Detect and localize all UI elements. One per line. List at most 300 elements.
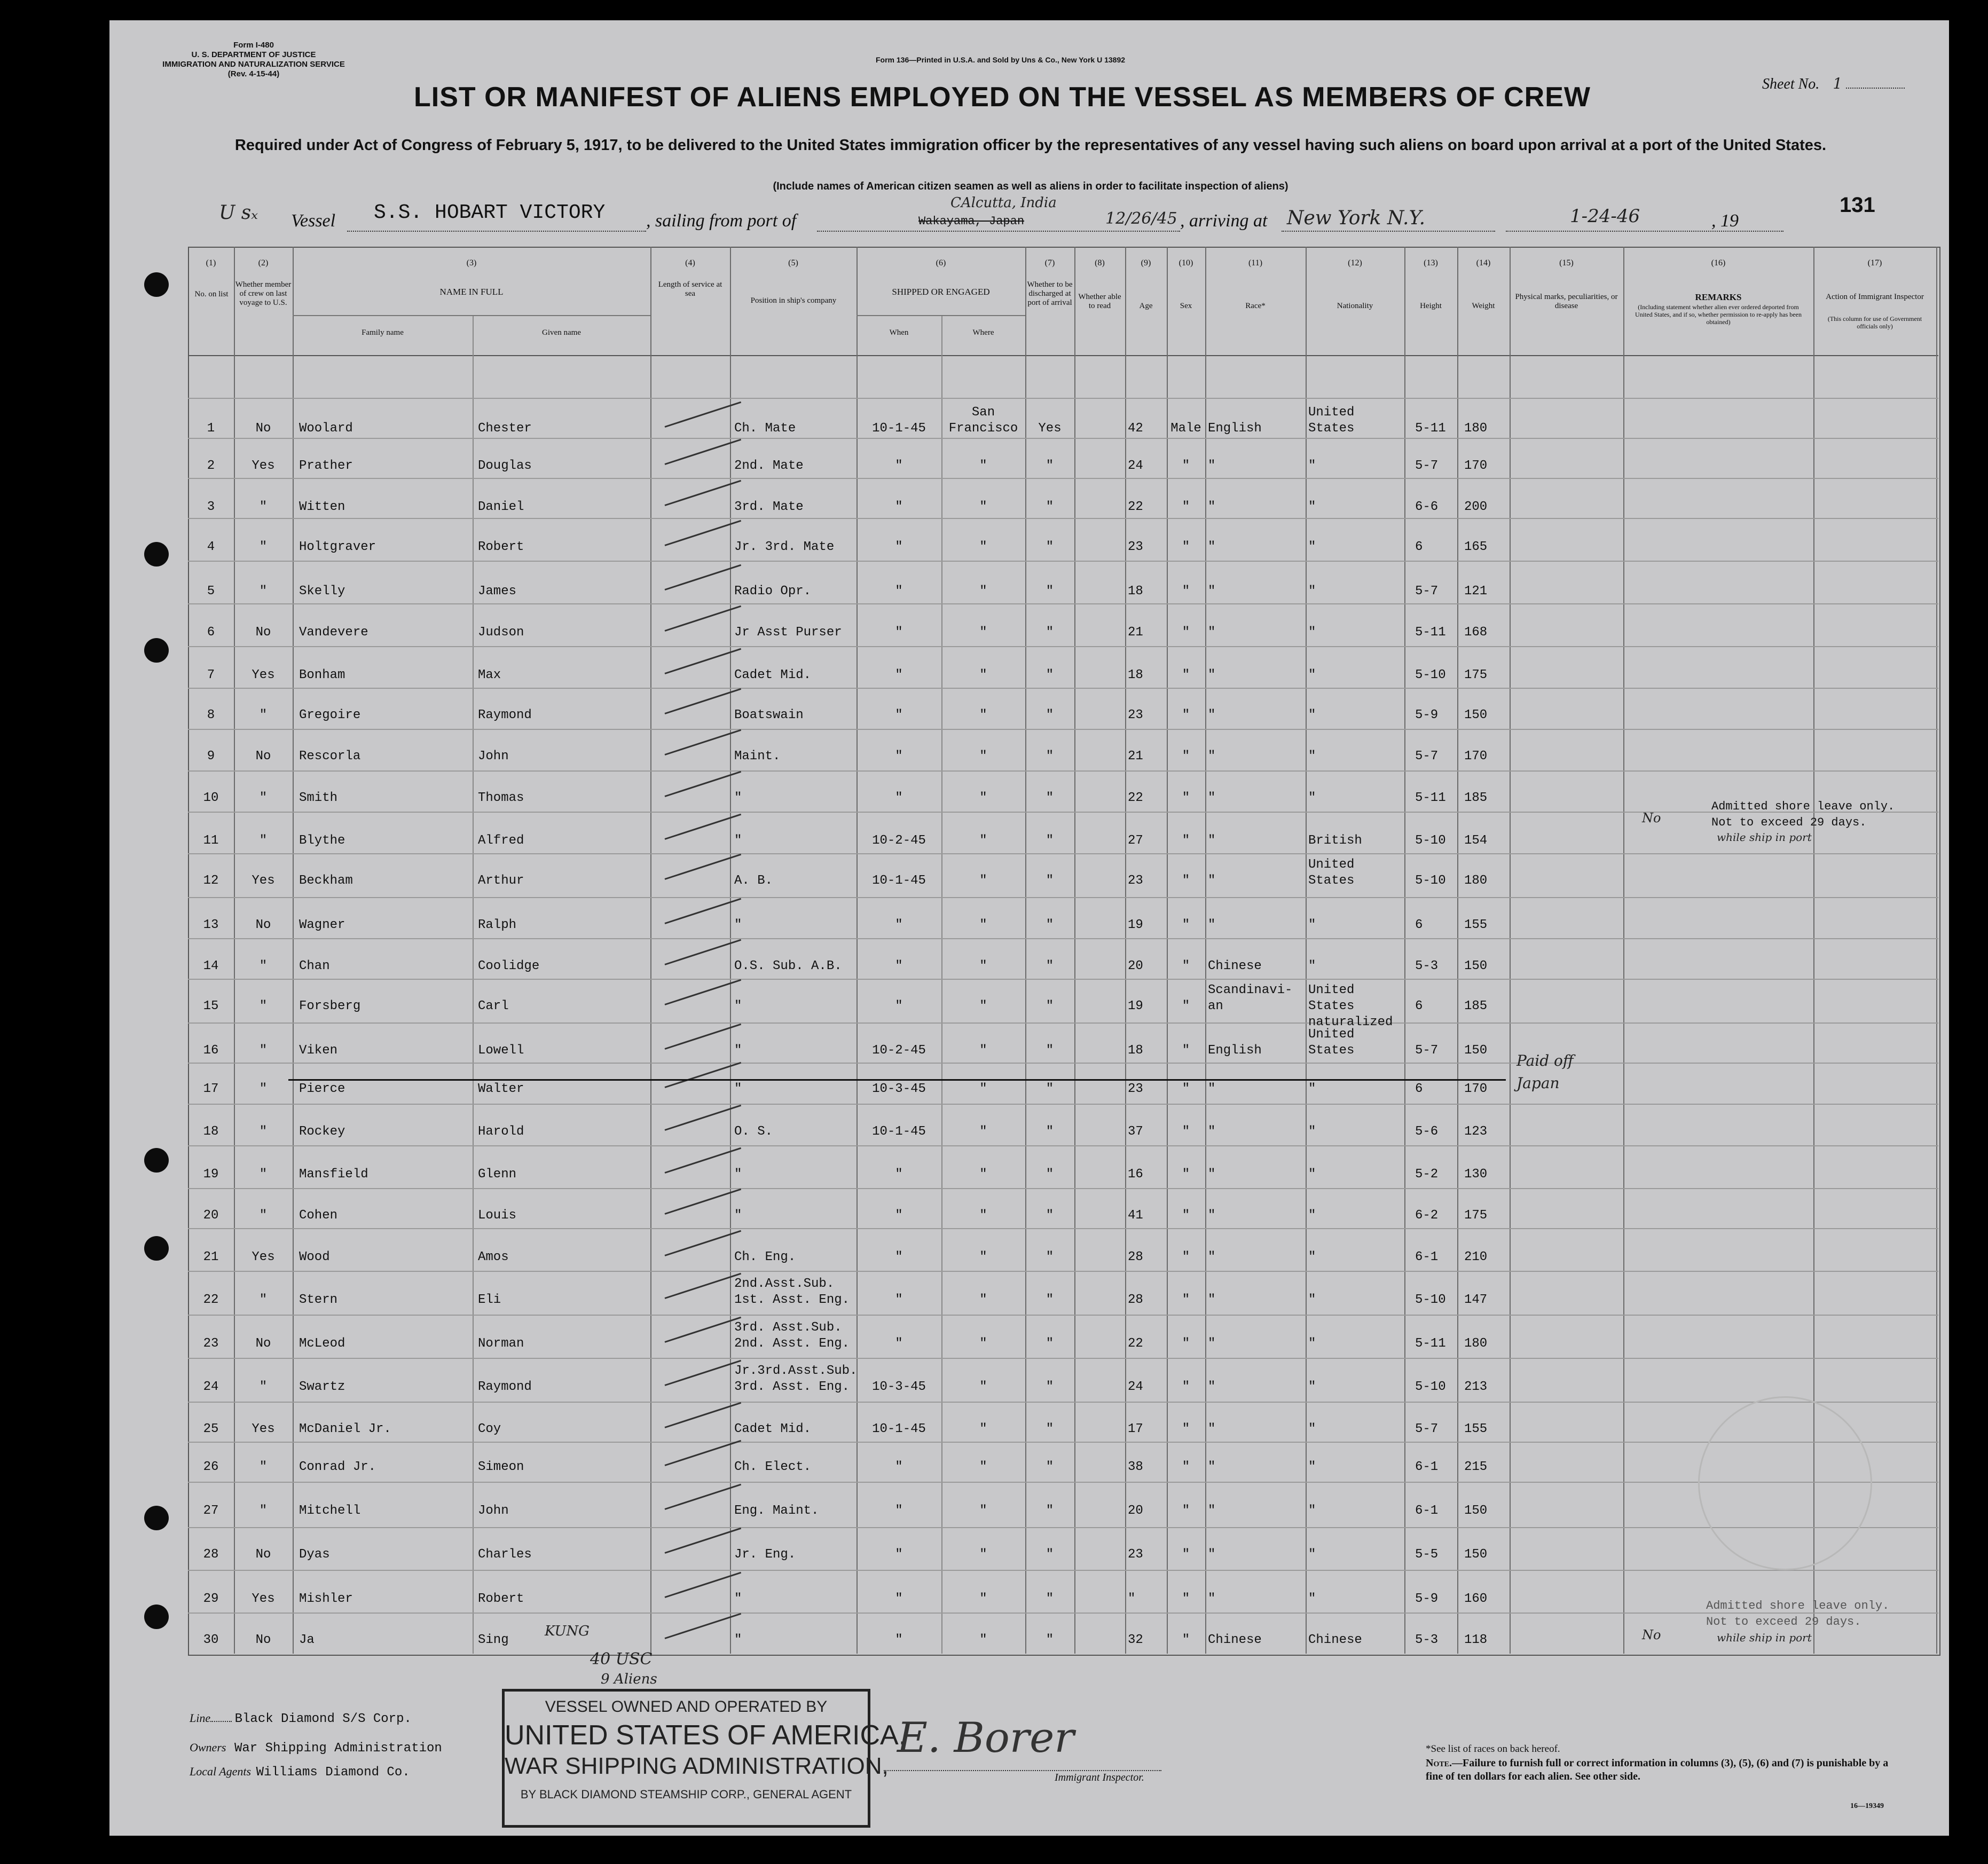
cell-family: McLeod (299, 1336, 345, 1351)
cell-family: Wagner (299, 918, 345, 932)
cell-when: " (895, 625, 903, 640)
cell-where: " (979, 1336, 987, 1351)
cell-family: Vandevere (299, 625, 368, 640)
cell-nat: " (1308, 1293, 1316, 1307)
remark-typed-30a: Admitted shore leave only. (1706, 1599, 1890, 1613)
races-note: *See list of races on back hereof. (1426, 1743, 1560, 1755)
cell-height: 5-11 (1415, 791, 1446, 805)
cell-prev: " (259, 584, 268, 599)
footer-owners (190, 1741, 442, 1756)
colnum-15: (15) (1559, 258, 1574, 268)
cell-no: 10 (203, 791, 219, 805)
cell-age: 22 (1128, 791, 1143, 805)
cell-position: " (734, 1633, 742, 1647)
cell-given: Norman (478, 1336, 524, 1351)
cell-weight: 118 (1464, 1633, 1488, 1647)
colnum-8: (8) (1095, 258, 1105, 268)
cell-height: 5-7 (1415, 1043, 1439, 1058)
cell-position: 2nd. Mate (734, 459, 804, 473)
cell-race: " (1208, 540, 1216, 554)
cell-height: 6 (1415, 918, 1423, 932)
cell-sex: " (1182, 749, 1190, 764)
stamp-line-2: UNITED STATES OF AMERICA, (505, 1720, 907, 1751)
cell-sex: " (1182, 1167, 1190, 1182)
header-divider (188, 355, 1938, 356)
cell-position: Boatswain (734, 708, 804, 722)
cell-position: Eng. Maint. (734, 1504, 819, 1518)
cell-where: " (979, 1043, 987, 1058)
vessel-label: Vessel (291, 211, 336, 231)
cell-family: Chan (299, 959, 330, 973)
cell-age: 18 (1128, 668, 1143, 682)
cell-weight: 180 (1464, 1336, 1488, 1351)
col-header-remarks-sub: (Including statement whether alien ever ordered deported from United States, and if so, whether permission to re-apply has been obtained) (1635, 303, 1802, 326)
cell-when: 10-1-45 (872, 874, 926, 888)
cell-race: " (1208, 1380, 1216, 1394)
cell-when: " (895, 1293, 903, 1307)
cell-where: " (979, 1460, 987, 1474)
cell-prev: " (259, 1460, 268, 1474)
cell-sex: " (1182, 918, 1190, 932)
cell-sex: " (1182, 833, 1190, 848)
cell-disch: " (1046, 1547, 1054, 1562)
cell-weight: 147 (1464, 1293, 1488, 1307)
include-note: (Include names of American citizen seamen as well as aliens in order to facilitate inspection of aliens) (773, 180, 1288, 192)
cell-position: A. B. (734, 874, 773, 888)
cell-weight: 165 (1464, 540, 1488, 554)
cell-given: Robert (478, 1592, 524, 1606)
cell-prev: No (255, 749, 271, 764)
cell-given: Simeon (478, 1460, 524, 1474)
cell-no: 6 (207, 625, 215, 640)
cell-height: 6-6 (1415, 500, 1439, 514)
col-header-sex: Sex (1180, 302, 1192, 310)
cell-no: 29 (203, 1592, 219, 1606)
cell-nat: " (1308, 1504, 1316, 1518)
cell-given: Carl (478, 999, 509, 1013)
cell-sex: " (1182, 1336, 1190, 1351)
remark-hand-11: while ship in port (1717, 831, 1812, 844)
cell-disch: " (1046, 1633, 1054, 1647)
kung-note: KUNG (545, 1623, 590, 1639)
cell-disch: " (1046, 1380, 1054, 1394)
colnum-12: (12) (1348, 258, 1362, 268)
colnum-4: (4) (685, 258, 695, 268)
cell-race: " (1208, 833, 1216, 848)
cell-given: Max (478, 668, 501, 682)
cell-disch: " (1046, 1592, 1054, 1606)
col-header-service: Length of service at sea (658, 280, 722, 298)
cell-given: Charles (478, 1547, 532, 1562)
cell-where: " (979, 1380, 987, 1394)
row-rule (188, 1104, 1938, 1105)
cell-when: " (895, 459, 903, 473)
cell-where: " (979, 1504, 987, 1518)
cell-race: " (1208, 791, 1216, 805)
cell-height: 5-7 (1415, 459, 1439, 473)
cell-race: Chinese (1208, 1633, 1262, 1647)
cell-height: 5-5 (1415, 1547, 1439, 1562)
row-rule (188, 1570, 1938, 1571)
cell-family: Mishler (299, 1592, 353, 1606)
cell-height: 5-3 (1415, 959, 1439, 973)
vessel-prefix-handwriting: U sₓ (219, 202, 258, 224)
cell-nat: " (1308, 1592, 1316, 1606)
cell-age: 23 (1128, 540, 1143, 554)
cell-weight: 170 (1464, 459, 1488, 473)
col-header-physical: Physical marks, peculiarities, or disease (1515, 293, 1618, 310)
cell-disch: " (1046, 1167, 1054, 1182)
cell-given: Ralph (478, 918, 517, 932)
cell-prev: " (259, 833, 268, 848)
cell-when: " (895, 1547, 903, 1562)
cell-where: " (979, 1422, 987, 1436)
cell-when: " (895, 708, 903, 722)
cell-given: Thomas (478, 791, 524, 805)
cell-family: Wood (299, 1250, 330, 1264)
cell-family: Ja (299, 1633, 315, 1647)
row-rule (188, 438, 1938, 439)
cell-nat: " (1308, 918, 1316, 932)
cell-height: 6-1 (1415, 1250, 1439, 1264)
cell-nat: " (1308, 791, 1316, 805)
cell-age: " (1128, 1592, 1136, 1606)
col-header-shipped: SHIPPED OR ENGAGED (892, 287, 990, 297)
cell-when: " (895, 959, 903, 973)
cell-nat: " (1308, 1124, 1316, 1139)
cell-weight: 123 (1464, 1124, 1488, 1139)
cell-prev: " (259, 959, 268, 973)
remark-typed-11a: Admitted shore leave only. (1711, 800, 1895, 813)
col-header-read: Whether able to read (1078, 293, 1121, 310)
arriving-port: New York N.Y. (1287, 207, 1426, 229)
arriving-underline (1282, 231, 1495, 232)
col-header-name: NAME IN FULL (439, 287, 504, 297)
cell-where: " (979, 584, 987, 599)
cell-height: 5-9 (1415, 1592, 1439, 1606)
cell-weight: 150 (1464, 959, 1488, 973)
cell-position: Jr.3rd.Asst.Sub. 3rd. Asst. Eng. (734, 1364, 858, 1394)
service-name: IMMIGRATION AND NATURALIZATION SERVICE (162, 60, 345, 69)
cell-position: " (734, 1082, 742, 1096)
cell-no: 2 (207, 459, 215, 473)
cell-family: Holtgraver (299, 540, 376, 554)
cell-family: Mansfield (299, 1167, 368, 1182)
cell-given: Eli (478, 1293, 501, 1307)
cell-where: " (979, 1250, 987, 1264)
cell-position: 2nd.Asst.Sub. 1st. Asst. Eng. (734, 1277, 850, 1307)
line-label: Line (190, 1711, 211, 1725)
cell-nat: " (1308, 1208, 1316, 1223)
cell-height: 5-7 (1415, 749, 1439, 764)
cell-sex: Male (1170, 421, 1201, 436)
cell-nat: " (1308, 500, 1316, 514)
cell-disch: " (1046, 874, 1054, 888)
cell-when: 10-2-45 (872, 1043, 926, 1058)
page-title: LIST OR MANIFEST OF ALIENS EMPLOYED ON THE VESSEL AS MEMBERS OF CREW (414, 82, 1591, 113)
cell-prev: " (259, 1504, 268, 1518)
cell-when: " (895, 1336, 903, 1351)
cell-when: 10-1-45 (872, 1422, 926, 1436)
cell-where: San Francisco (948, 405, 1018, 436)
col-header-prev-voyage: Whether member of crew on last voyage to U.S. (235, 280, 292, 307)
cell-weight: 168 (1464, 625, 1488, 640)
cell-prev: " (259, 1082, 268, 1096)
cell-race: " (1208, 1336, 1216, 1351)
cell-race: " (1208, 1208, 1216, 1223)
row-rule (188, 1315, 1938, 1316)
cell-where: " (979, 1124, 987, 1139)
cell-weight: 175 (1464, 668, 1488, 682)
col-header-action-sub: (This column for use of Government officials only) (1827, 315, 1922, 330)
war-shipping-stamp (502, 1689, 907, 1828)
cell-sex: " (1182, 708, 1190, 722)
colnum-17: (17) (1867, 258, 1882, 268)
remark-typed-11b: Not to exceed 29 days. (1711, 816, 1867, 829)
cell-position: " (734, 999, 742, 1013)
cell-position: Cadet Mid. (734, 1422, 812, 1436)
colnum-16: (16) (1711, 258, 1726, 268)
cell-prev: " (259, 1208, 268, 1223)
cell-where: " (979, 1208, 987, 1223)
cell-nat: " (1308, 959, 1316, 973)
cell-position: Jr Asst Purser (734, 625, 842, 640)
col-header-race: Race* (1245, 302, 1266, 310)
cell-disch: " (1046, 1504, 1054, 1518)
cell-weight: 213 (1464, 1380, 1488, 1394)
cell-family: Gregoire (299, 708, 361, 722)
cell-sex: " (1182, 1124, 1190, 1139)
signature-line (884, 1770, 1161, 1771)
cell-race: " (1208, 1592, 1216, 1606)
cell-family: Viken (299, 1043, 338, 1058)
row-rule (188, 518, 1938, 519)
cell-race: " (1208, 918, 1216, 932)
paid-off-note: Paid off (1516, 1052, 1574, 1069)
cell-when: 10-1-45 (872, 421, 926, 436)
col-header-when: When (889, 328, 909, 337)
col-header-height: Height (1420, 302, 1442, 310)
cell-disch: " (1046, 500, 1054, 514)
cell-no: 18 (203, 1124, 219, 1139)
cell-given: Daniel (478, 500, 524, 514)
cell-no: 19 (203, 1167, 219, 1182)
cell-position: O. S. (734, 1124, 773, 1139)
cell-disch: " (1046, 749, 1054, 764)
cell-when: " (895, 1167, 903, 1182)
page-number: 131 (1840, 193, 1875, 217)
cell-given: Louis (478, 1208, 517, 1223)
cell-height: 6-2 (1415, 1208, 1439, 1223)
row-rule (188, 979, 1938, 980)
cell-family: Stern (299, 1293, 338, 1307)
row-rule (188, 1358, 1938, 1359)
cell-weight: 180 (1464, 874, 1488, 888)
cell-given: Raymond (478, 1380, 532, 1394)
cell-sex: " (1182, 584, 1190, 599)
cell-disch: " (1046, 459, 1054, 473)
cell-prev: No (255, 421, 271, 436)
cell-position: Maint. (734, 749, 781, 764)
colnum-13: (13) (1424, 258, 1438, 268)
col-header-weight: Weight (1472, 302, 1495, 310)
cell-nat: " (1308, 1547, 1316, 1562)
cell-race: " (1208, 625, 1216, 640)
cell-family: Pierce (299, 1082, 345, 1096)
colnum-3: (3) (466, 258, 477, 268)
cell-where: " (979, 1082, 987, 1096)
cell-no: 5 (207, 584, 215, 599)
cell-position: " (734, 833, 742, 848)
cell-sex: " (1182, 459, 1190, 473)
cell-age: 19 (1128, 918, 1143, 932)
cell-age: 24 (1128, 459, 1143, 473)
cell-sex: " (1182, 668, 1190, 682)
cell-when: " (895, 668, 903, 682)
cell-height: 6 (1415, 999, 1423, 1013)
punch-hole (144, 638, 169, 663)
cell-sex: " (1182, 791, 1190, 805)
cell-sex: " (1182, 874, 1190, 888)
col-header-remarks: REMARKS (1695, 292, 1742, 302)
cell-where: " (979, 1633, 987, 1647)
cell-nat: United States naturalized (1308, 983, 1393, 1029)
cell-age: 22 (1128, 1336, 1143, 1351)
cell-where: " (979, 1293, 987, 1307)
cell-height: 5-7 (1415, 1422, 1439, 1436)
cell-height: 5-10 (1415, 1293, 1446, 1307)
vessel-underline (347, 231, 646, 232)
cell-weight: 150 (1464, 1504, 1488, 1518)
cell-given: Walter (478, 1082, 524, 1096)
cell-position: " (734, 1208, 742, 1223)
row-17-strike (288, 1079, 1506, 1081)
stamp-line-1: VESSEL OWNED AND OPERATED BY (545, 1698, 828, 1716)
row-rule (188, 1228, 1938, 1229)
cell-family: Forsberg (299, 999, 361, 1013)
cell-weight: 150 (1464, 708, 1488, 722)
cell-weight: 180 (1464, 421, 1488, 436)
cell-sex: " (1182, 1504, 1190, 1518)
cell-disch: " (1046, 1043, 1054, 1058)
cell-race: " (1208, 1167, 1216, 1182)
col-header-age: Age (1139, 302, 1153, 310)
cell-when: 10-3-45 (872, 1380, 926, 1394)
cell-disch: " (1046, 584, 1054, 599)
sailing-label: , sailing from port of (646, 211, 797, 231)
cell-sex: " (1182, 540, 1190, 554)
embossed-seal (1698, 1396, 1872, 1570)
cell-nat: Chinese (1308, 1633, 1362, 1647)
cell-weight: 210 (1464, 1250, 1488, 1264)
cell-where: " (979, 999, 987, 1013)
cell-race: " (1208, 1422, 1216, 1436)
cell-prev: " (259, 708, 268, 722)
cell-nat: United States (1308, 405, 1355, 436)
cell-when: " (895, 500, 903, 514)
cell-weight: 154 (1464, 833, 1488, 848)
cell-height: 5-10 (1415, 668, 1446, 682)
cell-weight: 150 (1464, 1043, 1488, 1058)
col-header-nationality: Nationality (1337, 302, 1373, 310)
cell-weight: 150 (1464, 1547, 1488, 1562)
cell-weight: 121 (1464, 584, 1488, 599)
colnum-14: (14) (1476, 258, 1491, 268)
owners-value: War Shipping Administration (234, 1741, 442, 1756)
form-id-block (158, 41, 350, 79)
owners-label: Owners (190, 1741, 226, 1754)
cell-sex: " (1182, 1380, 1190, 1394)
cell-height: 5-2 (1415, 1167, 1439, 1182)
cell-sex: " (1182, 959, 1190, 973)
arrival-date: 1-24-46 (1570, 206, 1640, 227)
colnum-7: (7) (1044, 258, 1055, 268)
cell-height: 5-11 (1415, 421, 1446, 436)
cell-age: 24 (1128, 1380, 1143, 1394)
colnum-9: (9) (1141, 258, 1151, 268)
cell-prev: No (255, 1633, 271, 1647)
cell-where: " (979, 668, 987, 682)
cell-height: 5-10 (1415, 874, 1446, 888)
cell-when: " (895, 1250, 903, 1264)
cell-when: " (895, 1504, 903, 1518)
cell-disch: " (1046, 833, 1054, 848)
cell-nat: " (1308, 1336, 1316, 1351)
cell-age: 23 (1128, 1547, 1143, 1562)
cell-disch: " (1046, 1082, 1054, 1096)
cell-given: Glenn (478, 1167, 517, 1182)
cell-given: Alfred (478, 833, 524, 848)
cell-nat: " (1308, 1422, 1316, 1436)
cell-when: 10-2-45 (872, 833, 926, 848)
cell-race: " (1208, 459, 1216, 473)
cell-nat: " (1308, 668, 1316, 682)
cell-nat: " (1308, 749, 1316, 764)
cell-disch: " (1046, 999, 1054, 1013)
cell-prev: " (259, 1293, 268, 1307)
cell-no: 9 (207, 749, 215, 764)
cell-sex: " (1182, 625, 1190, 640)
cell-height: 6-1 (1415, 1504, 1439, 1518)
cell-position: Jr. Eng. (734, 1547, 796, 1562)
inspector-label: Immigrant Inspector. (1055, 1772, 1144, 1783)
cell-position: O.S. Sub. A.B. (734, 959, 842, 973)
cell-no: 4 (207, 540, 215, 554)
cell-given: John (478, 1504, 509, 1518)
cell-given: Douglas (478, 459, 532, 473)
cell-age: 21 (1128, 749, 1143, 764)
punch-hole (144, 542, 169, 567)
cell-disch: Yes (1038, 421, 1062, 436)
cell-prev: No (255, 1336, 271, 1351)
cell-race: " (1208, 749, 1216, 764)
cell-height: 5-6 (1415, 1124, 1439, 1139)
cell-weight: 175 (1464, 1208, 1488, 1223)
cell-height: 5-10 (1415, 1380, 1446, 1394)
note-block (1426, 1757, 1896, 1783)
cell-height: 5-7 (1415, 584, 1439, 599)
cell-family: Smith (299, 791, 338, 805)
cell-weight: 170 (1464, 1082, 1488, 1096)
cell-age: 20 (1128, 1504, 1143, 1518)
cell-sex: " (1182, 1082, 1190, 1096)
cell-when: 10-3-45 (872, 1082, 926, 1096)
cell-no: 26 (203, 1460, 219, 1474)
cell-age: 19 (1128, 999, 1143, 1013)
remark-typed-30b: Not to exceed 29 days. (1706, 1615, 1861, 1629)
cell-race: " (1208, 1293, 1216, 1307)
cell-disch: " (1046, 625, 1054, 640)
